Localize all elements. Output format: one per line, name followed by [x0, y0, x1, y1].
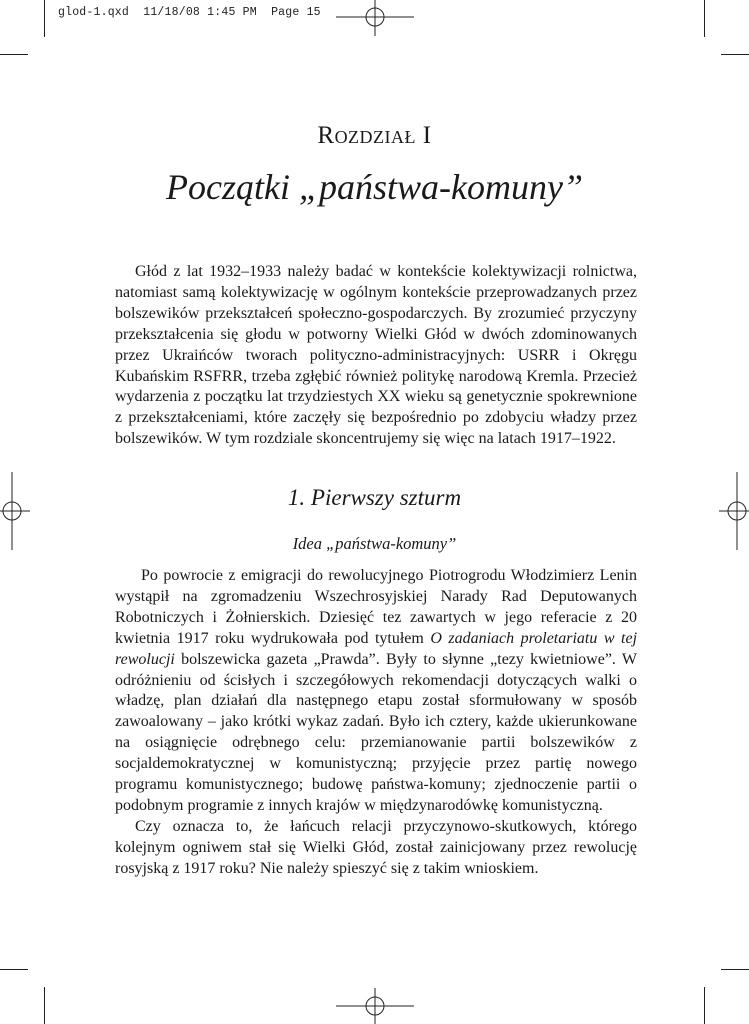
crop-mark-top-right-horizontal: [721, 54, 749, 55]
crop-mark-top-right-vertical: [704, 0, 705, 37]
intro-text: [115, 262, 637, 450]
print-slug: [58, 6, 321, 19]
slug-file: glod-1.qxd: [58, 6, 130, 19]
crop-mark-bottom-left-vertical: [44, 987, 45, 1024]
registration-mark-top-icon: [336, 0, 414, 36]
body-paragraph-2: Czy oznacza to, że łańcuch relacji przyczynowo-skutkowych, którego kolejnym ogniwem stał się Wielki Głód, został zainicjowany przez rewolucję rosyjską z 1917 roku? Nie należy spieszyć się z takim wnioskiem.: [115, 817, 637, 877]
subsection-title: Idea „państwa-komuny”: [292, 534, 457, 553]
chapter-label-number: I: [416, 122, 432, 149]
section-body: [115, 566, 637, 880]
section-title: 1. Pierwszy szturm: [287, 485, 462, 510]
intro-paragraph: Głód z lat 1932–1933 należy badać w kontekście kolektywizacji rolnictwa, natomiast samą kolektywizację w ogólnym kontekście przeprowadzanych przez bolszewików przekształceń społeczno-gospodarczych. By zrozumieć przyczyny przekształcenia się głodu w potworny Wielki Głód w dwóch zdominowanych przez Ukraińców tworach polityczno-administracyjnych: USRR i Okręgu Kubańskim RSFRR, trzeba zgłębić również politykę narodową Kremla. Przecież wydarzenia z początku lat trzydziestych XX wieku są genetycznie spokrewnione z przekształceniami, które zaczęły się bezpośrednio po zdobyciu władzy przez bolszewików. W tym rozdziale skoncentrujemy się więc na latach 1917–1922.: [115, 263, 637, 448]
crop-mark-bottom-left-horizontal: [0, 969, 28, 970]
crop-mark-top-left-vertical: [44, 0, 45, 37]
body-paragraph-1: [115, 566, 637, 817]
paragraph-text: bolszewicka gazeta „Prawda”. Były to słynne „tezy kwietniowe”. W odróżnieniu od ścisłych i szczegółowych rekomendacji dotyczących walki o władzę, plan działań dla następnego etapu został sformułowany w sposób zawoalowany – jako krótki wykaz zadań. Było ich cztery, każde ukierunkowane na osiągnięcie odrębnego celu: przemianowanie partii bolszewików z socjaldemokratycznej w komunistyczną; przyjęcie przez partię nowego programu komunistycznego; budowę państwa-komuny; zjednoczenie partii o podobnym programie z innych krajów w międzynarodówkę komunistyczną.: [115, 650, 637, 814]
paragraph-text: Po powrocie z emigracji do rewolucyjnego Piotrogrodu Włodzimierz Lenin wystąpił na zgromadzeniu Wszechrosyjskiej Narady Rad Deputowanych Robotniczych i Żołnierskich. Dziesięć tez zawartych w jego referacie z 20 kwietnia 1917 roku wydrukowała pod tytułem: [115, 567, 637, 647]
slug-time: 1:45 PM: [207, 6, 257, 19]
italic-title: O zadaniach proletariatu w tej rewolucji: [115, 629, 638, 668]
registration-mark-bottom-icon: [336, 988, 414, 1024]
crop-mark-top-left-horizontal: [0, 54, 28, 55]
chapter-label: [0, 122, 749, 150]
crop-mark-bottom-right-vertical: [704, 987, 705, 1024]
chapter-label-small: OZDZIAŁ: [334, 127, 417, 147]
crop-mark-bottom-right-horizontal: [721, 969, 749, 970]
slug-page: Page 15: [271, 6, 321, 19]
chapter-title: Początki „państwa-komuny”: [166, 167, 583, 207]
chapter-label-cap: R: [317, 122, 335, 149]
slug-date: 11/18/08: [143, 6, 201, 19]
